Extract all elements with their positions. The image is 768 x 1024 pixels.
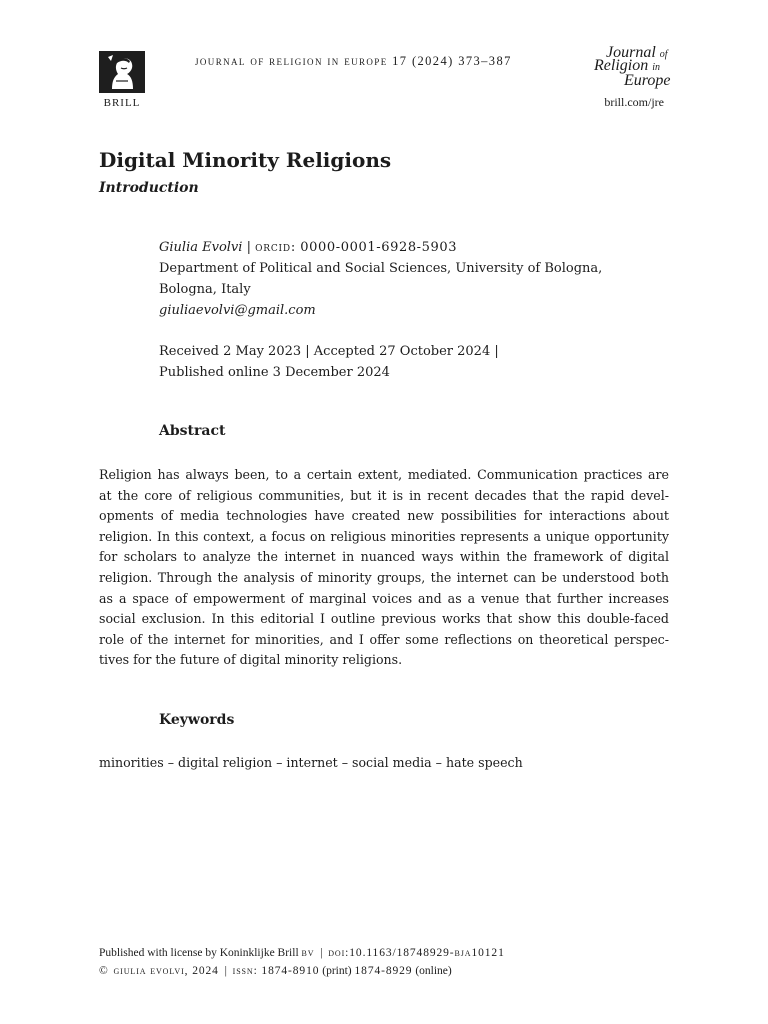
separator: |: [320, 947, 323, 959]
author-email[interactable]: giuliaevolvi@gmail.com: [159, 303, 316, 318]
copyright-holder: giulia evolvi, 2024: [113, 965, 219, 977]
journal-logo-word: in: [652, 62, 660, 73]
copyright-symbol: ©: [99, 965, 108, 977]
article-subtitle: Introduction: [99, 180, 199, 196]
abstract-line: religion. Through the analysis of minority groups, the internet can be understood both: [99, 569, 669, 585]
abstract-line: religion. In this context, a focus on religious minorities represents a unique opportunity: [99, 528, 669, 544]
journal-logo-word: Religion: [594, 57, 649, 74]
journal-logo-word: of: [659, 49, 668, 60]
issn-online: 1874-8929: [354, 965, 413, 977]
keywords-heading: Keywords: [159, 712, 235, 728]
abstract-line: at the core of religious communities, but it is in recent decades that the rapid devel-: [99, 487, 669, 503]
abstract-body: [99, 465, 669, 671]
minerva-logo-icon: [99, 51, 145, 93]
abstract-line: tives for the future of digital minority religions.: [99, 652, 403, 668]
abstract-line: opments of media technologies have created new possibilities for interactions about: [99, 508, 669, 524]
dates-line: Published online 3 December 2024: [159, 365, 390, 380]
article-title: Digital Minority Religions: [99, 148, 392, 172]
dates-line: Received 2 May 2023 | Accepted 27 October 2024 |: [159, 344, 499, 359]
journal-logo: [590, 43, 672, 91]
issn-print: issn: 1874-8910: [232, 965, 320, 977]
abstract-line: as a space of empowerment of marginal voices and as a venue that further increases: [99, 590, 669, 606]
running-head: journal of religion in europe 17 (2024) 373–387: [195, 54, 512, 68]
publisher-name: BRILL: [103, 97, 141, 109]
journal-logo-word: Europe: [624, 72, 671, 89]
copyright-line: [99, 965, 699, 977]
abstract-line: Religion has always been, to a certain extent, mediated. Communication practices are: [99, 467, 669, 482]
keywords-list: minorities – digital religion – internet – social media – hate speech: [99, 755, 523, 770]
abstract-line: role of the internet for minorities, and I offer some reflections on theoretical perspec-: [99, 631, 669, 647]
separator: |: [246, 240, 251, 255]
abstract-heading: Abstract: [159, 423, 226, 439]
abstract-line: for scholars to analyze the internet in nuanced ways within the framework of digital: [99, 549, 669, 565]
publisher-logo: [99, 51, 145, 93]
article-dates: [159, 341, 629, 383]
separator: |: [224, 965, 227, 977]
doi[interactable]: doi:10.1163/18748929-bja10121: [328, 947, 505, 959]
issn-print-label: (print): [322, 965, 352, 977]
issn-online-label: (online): [415, 965, 452, 977]
orcid-id[interactable]: 0000-0001-6928-5903: [300, 240, 458, 255]
license-suffix: bv: [301, 947, 315, 959]
license-text: Published with license by Koninklijke Brill: [99, 947, 299, 959]
author-name: Giulia Evolvi: [159, 240, 243, 255]
abstract-line: social exclusion. In this editorial I outline previous works that show this double-faced: [99, 611, 669, 627]
affiliation: Department of Political and Social Sciences, University of Bologna,: [159, 261, 603, 276]
license-line: [99, 947, 699, 959]
affiliation: Bologna, Italy: [159, 282, 251, 297]
author-block: [159, 237, 629, 321]
orcid-label: orcid:: [255, 240, 297, 255]
journal-url[interactable]: brill.com/jre: [604, 95, 664, 109]
journal-logo-word: Journal: [606, 44, 656, 61]
